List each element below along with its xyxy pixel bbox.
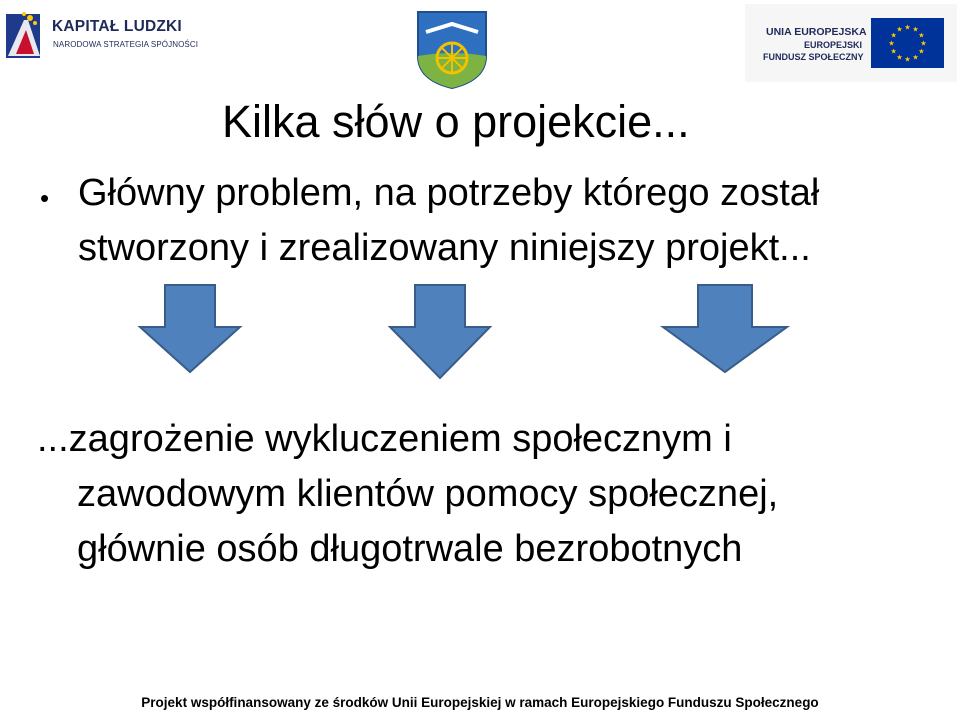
eu-star-icon: ★ xyxy=(912,26,919,34)
down-arrow-icon xyxy=(663,285,787,372)
down-arrow-icon xyxy=(390,285,490,378)
kapital-ludzki-subtitle: NARODOWA STRATEGIA SPÓJNOŚCI xyxy=(53,40,199,49)
eu-star-icon: ★ xyxy=(888,40,895,48)
kapital-ludzki-title: KAPITAŁ LUDZKI xyxy=(52,18,182,35)
eu-star-icon: ★ xyxy=(904,56,911,64)
paragraph-line-1: ...zagrożenie wykluczeniem społecznym i xyxy=(37,418,732,460)
footer-text: Projekt współfinansowany ze środków Unii Europejskiej w ramach Europejskiego Funduszu Społecznego xyxy=(141,695,819,710)
eu-logo-line2: EUROPEJSKI xyxy=(804,40,863,50)
eu-star-icon: ★ xyxy=(918,48,925,56)
problem-paragraph xyxy=(37,412,937,577)
eu-star-icon: ★ xyxy=(896,54,903,62)
paragraph-line-2: zawodowym klientów pomocy społecznej, xyxy=(77,473,779,515)
eu-star-icon: ★ xyxy=(896,26,903,34)
down-arrow-icon xyxy=(140,285,240,372)
eu-star-icon: ★ xyxy=(912,54,919,62)
bullet-text: Główny problem, na potrzeby którego został stworzony i zrealizowany niniejszy projekt... xyxy=(78,172,820,269)
eu-star-icon: ★ xyxy=(890,48,897,56)
eu-star-icon: ★ xyxy=(920,40,927,48)
eu-star-icon: ★ xyxy=(918,32,925,40)
eu-logo-line1: UNIA EUROPEJSKA xyxy=(766,26,867,38)
eu-star-icon: ★ xyxy=(904,24,911,32)
slide-title: Kilka słów o projekcie... xyxy=(222,96,690,147)
eu-logo-line3: FUNDUSZ SPOŁECZNY xyxy=(763,52,864,62)
eu-star-icon: ★ xyxy=(890,32,897,40)
paragraph-line-3: głównie osób długotrwale bezrobotnych xyxy=(77,528,743,570)
bullet-icon: • xyxy=(40,183,50,213)
